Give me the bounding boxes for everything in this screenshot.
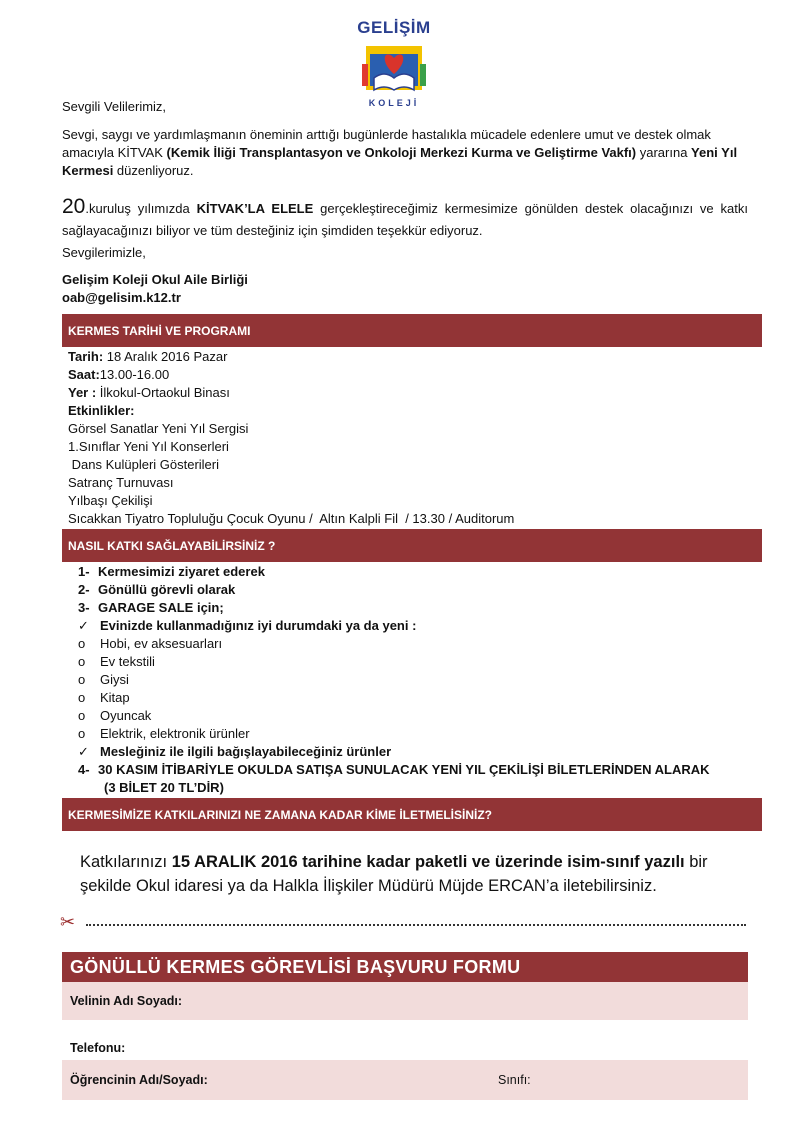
date-label: Tarih: xyxy=(68,349,104,364)
logo-subtitle: KOLEJİ xyxy=(368,98,420,108)
place-value: İlkokul-Ortaokul Binası xyxy=(96,385,230,400)
list-marker: 3- xyxy=(78,600,90,615)
time-value: 13.00-16.00 xyxy=(99,367,170,382)
circle-bullet-icon: o xyxy=(78,690,86,705)
place-label: Yer : xyxy=(68,385,97,400)
date-value: 18 Aralık 2016 Pazar xyxy=(103,349,228,364)
list-marker: 1- xyxy=(78,564,90,579)
parent-name-field[interactable] xyxy=(62,982,748,1020)
intro-text-2: yararına xyxy=(636,145,692,160)
foundation-name: (Kemik İliği Transplantasyon ve Onkoloji Merkezi Kurma ve Geliştirme Vakfı) xyxy=(166,145,637,160)
contribute-item xyxy=(64,689,754,707)
program-header: KERMES TARİHİ VE PROGRAMI xyxy=(62,314,762,347)
events-label-text: Etkinlikler: xyxy=(68,403,135,418)
parent-name-label: Velinin Adı Soyadı: xyxy=(70,994,183,1008)
contribute-header: NASIL KATKI SAĞLAYABİLİRSİNİZ ? xyxy=(62,529,762,562)
deadline-header: KERMESİMİZE KATKILARINIZI NE ZAMANA KADAR KİME İLETMELİSİNİZ? xyxy=(62,798,762,831)
student-name-label: Öğrencinin Adı/Soyadı: xyxy=(70,1073,208,1087)
events-label xyxy=(68,402,758,420)
class-label: Sınıfı: xyxy=(498,1073,531,1087)
time-label: Saat: xyxy=(68,367,100,382)
event-item: Yılbaşı Çekilişi xyxy=(68,493,153,508)
program-list xyxy=(68,348,758,528)
check-icon: ✓ xyxy=(78,618,89,633)
closing: Sevgilerimizle, xyxy=(62,245,146,260)
list-marker: 2- xyxy=(78,582,90,597)
list-text: Gönüllü görevli olarak xyxy=(98,582,236,597)
contribute-item xyxy=(64,653,754,671)
campaign-name: KİTVAK’LA ELELE xyxy=(196,201,314,216)
anniversary-number: 20 xyxy=(62,195,86,218)
list-text: GARAGE SALE için; xyxy=(98,600,224,615)
list-text: Kermesimizi ziyaret ederek xyxy=(98,564,265,579)
deadline-text xyxy=(80,850,760,898)
contact-email[interactable]: oab@gelisim.k12.tr xyxy=(62,290,181,305)
event-item: Sıcakkan Tiyatro Topluluğu Çocuk Oyunu / Altın Kalpli Fil / 13.30 / Auditorum xyxy=(68,511,515,526)
greeting: Sevgili Velilerimiz, xyxy=(62,99,167,114)
anniversary-paragraph xyxy=(62,196,748,242)
contribute-item xyxy=(64,707,754,725)
contribute-list xyxy=(64,563,754,797)
event-item: Görsel Sanatlar Yeni Yıl Sergisi xyxy=(68,421,249,436)
list-text: Kitap xyxy=(100,690,130,705)
program-time xyxy=(68,366,758,384)
program-place xyxy=(68,384,758,402)
book-heart-icon xyxy=(360,40,428,100)
contribute-item xyxy=(64,743,754,761)
deadline-text-1: Katkılarınızı xyxy=(80,853,172,871)
school-logo xyxy=(352,18,436,110)
student-name-field[interactable] xyxy=(62,1060,748,1100)
contribute-item xyxy=(64,563,754,581)
circle-bullet-icon: o xyxy=(78,654,86,669)
dotted-divider xyxy=(86,924,746,926)
list-text: Elektrik, elektronik ürünler xyxy=(100,726,250,741)
list-text: Oyuncak xyxy=(100,708,152,723)
list-text: Giysi xyxy=(100,672,129,687)
intro-text: Sevgi, saygı ve yardımlaşmanın öneminin arttığı bugünlerde hastalıkla mücadele edenlere umut ve destek olmak amacıyla KİTVAK xyxy=(62,127,711,160)
phone-label: Telefonu: xyxy=(70,1041,126,1055)
form-title: GÖNÜLLÜ KERMES GÖREVLİSİ BAŞVURU FORMU xyxy=(62,952,748,982)
contribute-item xyxy=(64,617,754,635)
list-text: (3 BİLET 20 TL’DİR) xyxy=(104,780,224,795)
circle-bullet-icon: o xyxy=(78,636,86,651)
intro-text-3: düzenliyoruz. xyxy=(113,163,194,178)
contribute-item xyxy=(64,671,754,689)
signer: Gelişim Koleji Okul Aile Birliği xyxy=(62,272,248,287)
circle-bullet-icon: o xyxy=(78,726,86,741)
intro-paragraph xyxy=(62,126,748,180)
event-item: Satranç Turnuvası xyxy=(68,475,174,490)
contribute-item xyxy=(64,581,754,599)
logo-title: GELİŞİM xyxy=(357,18,431,37)
contribute-item xyxy=(64,761,754,779)
check-icon: ✓ xyxy=(78,744,89,759)
list-text: Mesleğiniz ile ilgili bağışlayabileceğiniz ürünler xyxy=(100,744,392,759)
list-text: Ev tekstili xyxy=(100,654,155,669)
event-item: 1.Sınıflar Yeni Yıl Konserleri xyxy=(68,439,229,454)
circle-bullet-icon: o xyxy=(78,708,86,723)
program-date xyxy=(68,348,758,366)
contribute-item xyxy=(64,779,754,797)
anniversary-text-2: gerçekleştireceğimiz kermesimize gönülden destek olacağınızı ve katkı sağlayacağınızı biliyor ve tüm desteğiniz için şimdiden teşekkür ediyoruz. xyxy=(62,201,748,238)
anniversary-text: .kuruluş yılımızda xyxy=(85,201,197,216)
circle-bullet-icon: o xyxy=(78,672,86,687)
cut-line xyxy=(60,912,750,932)
list-text: Hobi, ev aksesuarları xyxy=(100,636,223,651)
scissors-icon: ✂ xyxy=(60,912,76,932)
list-marker: 4- xyxy=(78,762,90,777)
deadline-emphasis: 15 ARALIK 2016 tarihine kadar paketli ve üzerinde isim-sınıf yazılı xyxy=(171,853,685,871)
contribute-item xyxy=(64,725,754,743)
event-item: Dans Kulüpleri Gösterileri xyxy=(68,457,220,472)
event-name: Yeni Yıl Kermesi xyxy=(62,145,738,178)
deadline-text-2: bir şekilde Okul idaresi ya da Halkla İlişkiler Müdürü Müjde ERCAN’a iletebilirsiniz. xyxy=(80,853,708,895)
contribute-item xyxy=(64,635,754,653)
list-text: 30 KASIM İTİBARİYLE OKULDA SATIŞA SUNULACAK YENİ YIL ÇEKİLİŞİ BİLETLERİNDEN ALARAK xyxy=(98,762,710,777)
contribute-item xyxy=(64,599,754,617)
list-text: Evinizde kullanmadığınız iyi durumdaki ya da yeni : xyxy=(100,618,417,633)
